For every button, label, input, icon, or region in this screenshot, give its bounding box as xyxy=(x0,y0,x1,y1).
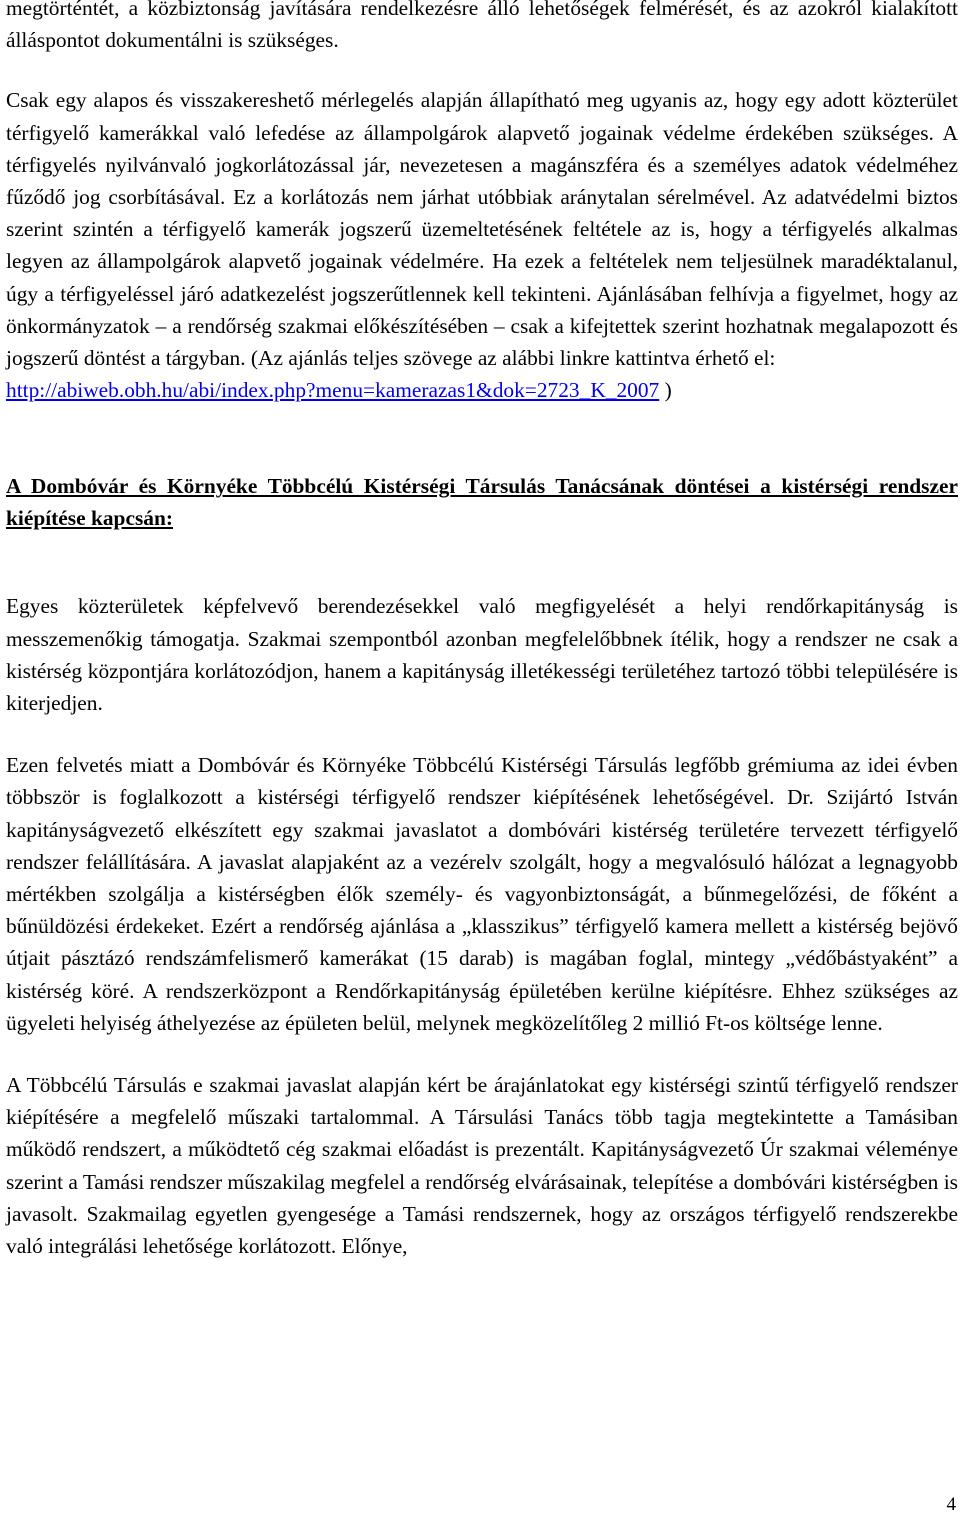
paragraph-police-support: Egyes közterületek képfelvevő berendezésekkel való megfigyelését a helyi rendőrkapitányság is messzemenőkig támogatja. Szakmai szempontból azonban megfelelőbbnek ítélik, hogy a rendszer ne csak a kistérség központjára korlátozódjon, hanem a kapitányság illetékességi területéhez tartozó többi településére is kiterjedjen. xyxy=(6,594,958,716)
paragraph-price-offers: A Többcélú Társulás e szakmai javaslat alapján kért be árajánlatokat egy kistérségi szintű térfigyelő rendszer kiépítésére a megfelelő műszaki tartalommal. A Társulási Tanács több tagja megtekintette a Tamásiban működő rendszert, a működtető cég szakmai előadást is prezentált. Kapitányságvezető Úr szakmai véleménye szerint a Tamási rendszer műszakilag megfelel a rendőrség elvárásainak, telepítése a dombóvári kistérségben is javasolt. Szakmailag egyetlen gyengesége a Tamási rendszernek, hogy az országos térfigyelő rendszerekbe való integrálási lehetősége korlátozott. Előnye, xyxy=(6,1073,958,1259)
paragraph-data-protection xyxy=(6,84,958,406)
section-heading: A Dombóvár és Környéke Többcélú Kistérségi Társulás Tanácsának döntései a kistérségi rendszer kiépítése kapcsán: xyxy=(6,474,958,531)
paragraph-council-proposal: Ezen felvetés miatt a Dombóvár és Környéke Többcélú Kistérségi Társulás legfőbb grémiuma az idei évben többször is foglalkozott a kistérségi térfigyelő rendszer kiépítésének lehetőségével. Dr. Szijártó István kapitányságvezető elkészített egy szakmai javaslatot a dombóvári kistérség területére tervezett térfigyelő rendszer felállítására. A javaslat alapjaként az a vezérelv szolgált, hogy a megvalósuló hálózat a legnagyobb mértékben szolgálja a kistérségben élők személy- és vagyonbiztonságát, a bűnmegelőzési, de főként a bűnüldözési érdekeket. Ezért a rendőrség ajánlása a „klasszikus” térfigyelő kamera mellett a kistérség bejövő útjait pásztázó rendszámfelismerő kamerákat (15 darab) is magában foglal, mintegy „védőbástyaként” a kistérség köré. A rendszerközpont a Rendőrkapitányság épületében kerülne kiépítésre. Ehhez szükséges az ügyeleti helyiség áthelyezése az épületen belül, melynek megközelítőleg 2 millió Ft-os költsége lenne. xyxy=(6,753,958,1035)
document-page xyxy=(6,0,958,1262)
paragraph-continuation: megtörténtét, a közbiztonság javítására rendelkezésre álló lehetőségek felmérését, és az azokról kialakított álláspontot dokumentálni is szükséges. xyxy=(6,0,958,53)
page-number: 4 xyxy=(946,1494,956,1515)
paragraph-data-protection-text: Csak egy alapos és visszakereshető mérlegelés alapján állapítható meg ugyanis az, hogy egy adott közterület térfigyelő kamerákkal való lefedése az állampolgárok alapvető jogainak védelme érdekében szükséges. A térfigyelés nyilvánvaló jogkorlátozással jár, nevezetesen a magánszféra és a személyes adatok védelméhez fűződő jog csorbításával. Ez a korlátozás nem járhat utóbbiak aránytalan sérelmével. Az adatvédelmi biztos szerint szintén a térfigyelő kamerák jogszerű üzemeltetésének feltétele az is, hogy a térfigyelés alkalmas legyen az állampolgárok alapvető jogainak védelmére. Ha ezek a feltételek nem teljesülnek maradéktalanul, úgy a térfigyeléssel járó adatkezelést jogszerűtlennek kell tekinteni. Ajánlásában felhívja a figyelmet, hogy az önkormányzatok – a rendőrség szakmai előkészítésében – csak a kifejtettek szerint hozhatnak megalapozott és jogszerű döntést a tárgyban. (Az ajánlás teljes szövege az alábbi linkre kattintva érhető el: xyxy=(6,88,958,371)
link-closing-paren: ) xyxy=(659,378,672,403)
recommendation-link[interactable]: http://abiweb.obh.hu/abi/index.php?menu=kamerazas1&dok=2723_K_2007 xyxy=(6,378,660,403)
